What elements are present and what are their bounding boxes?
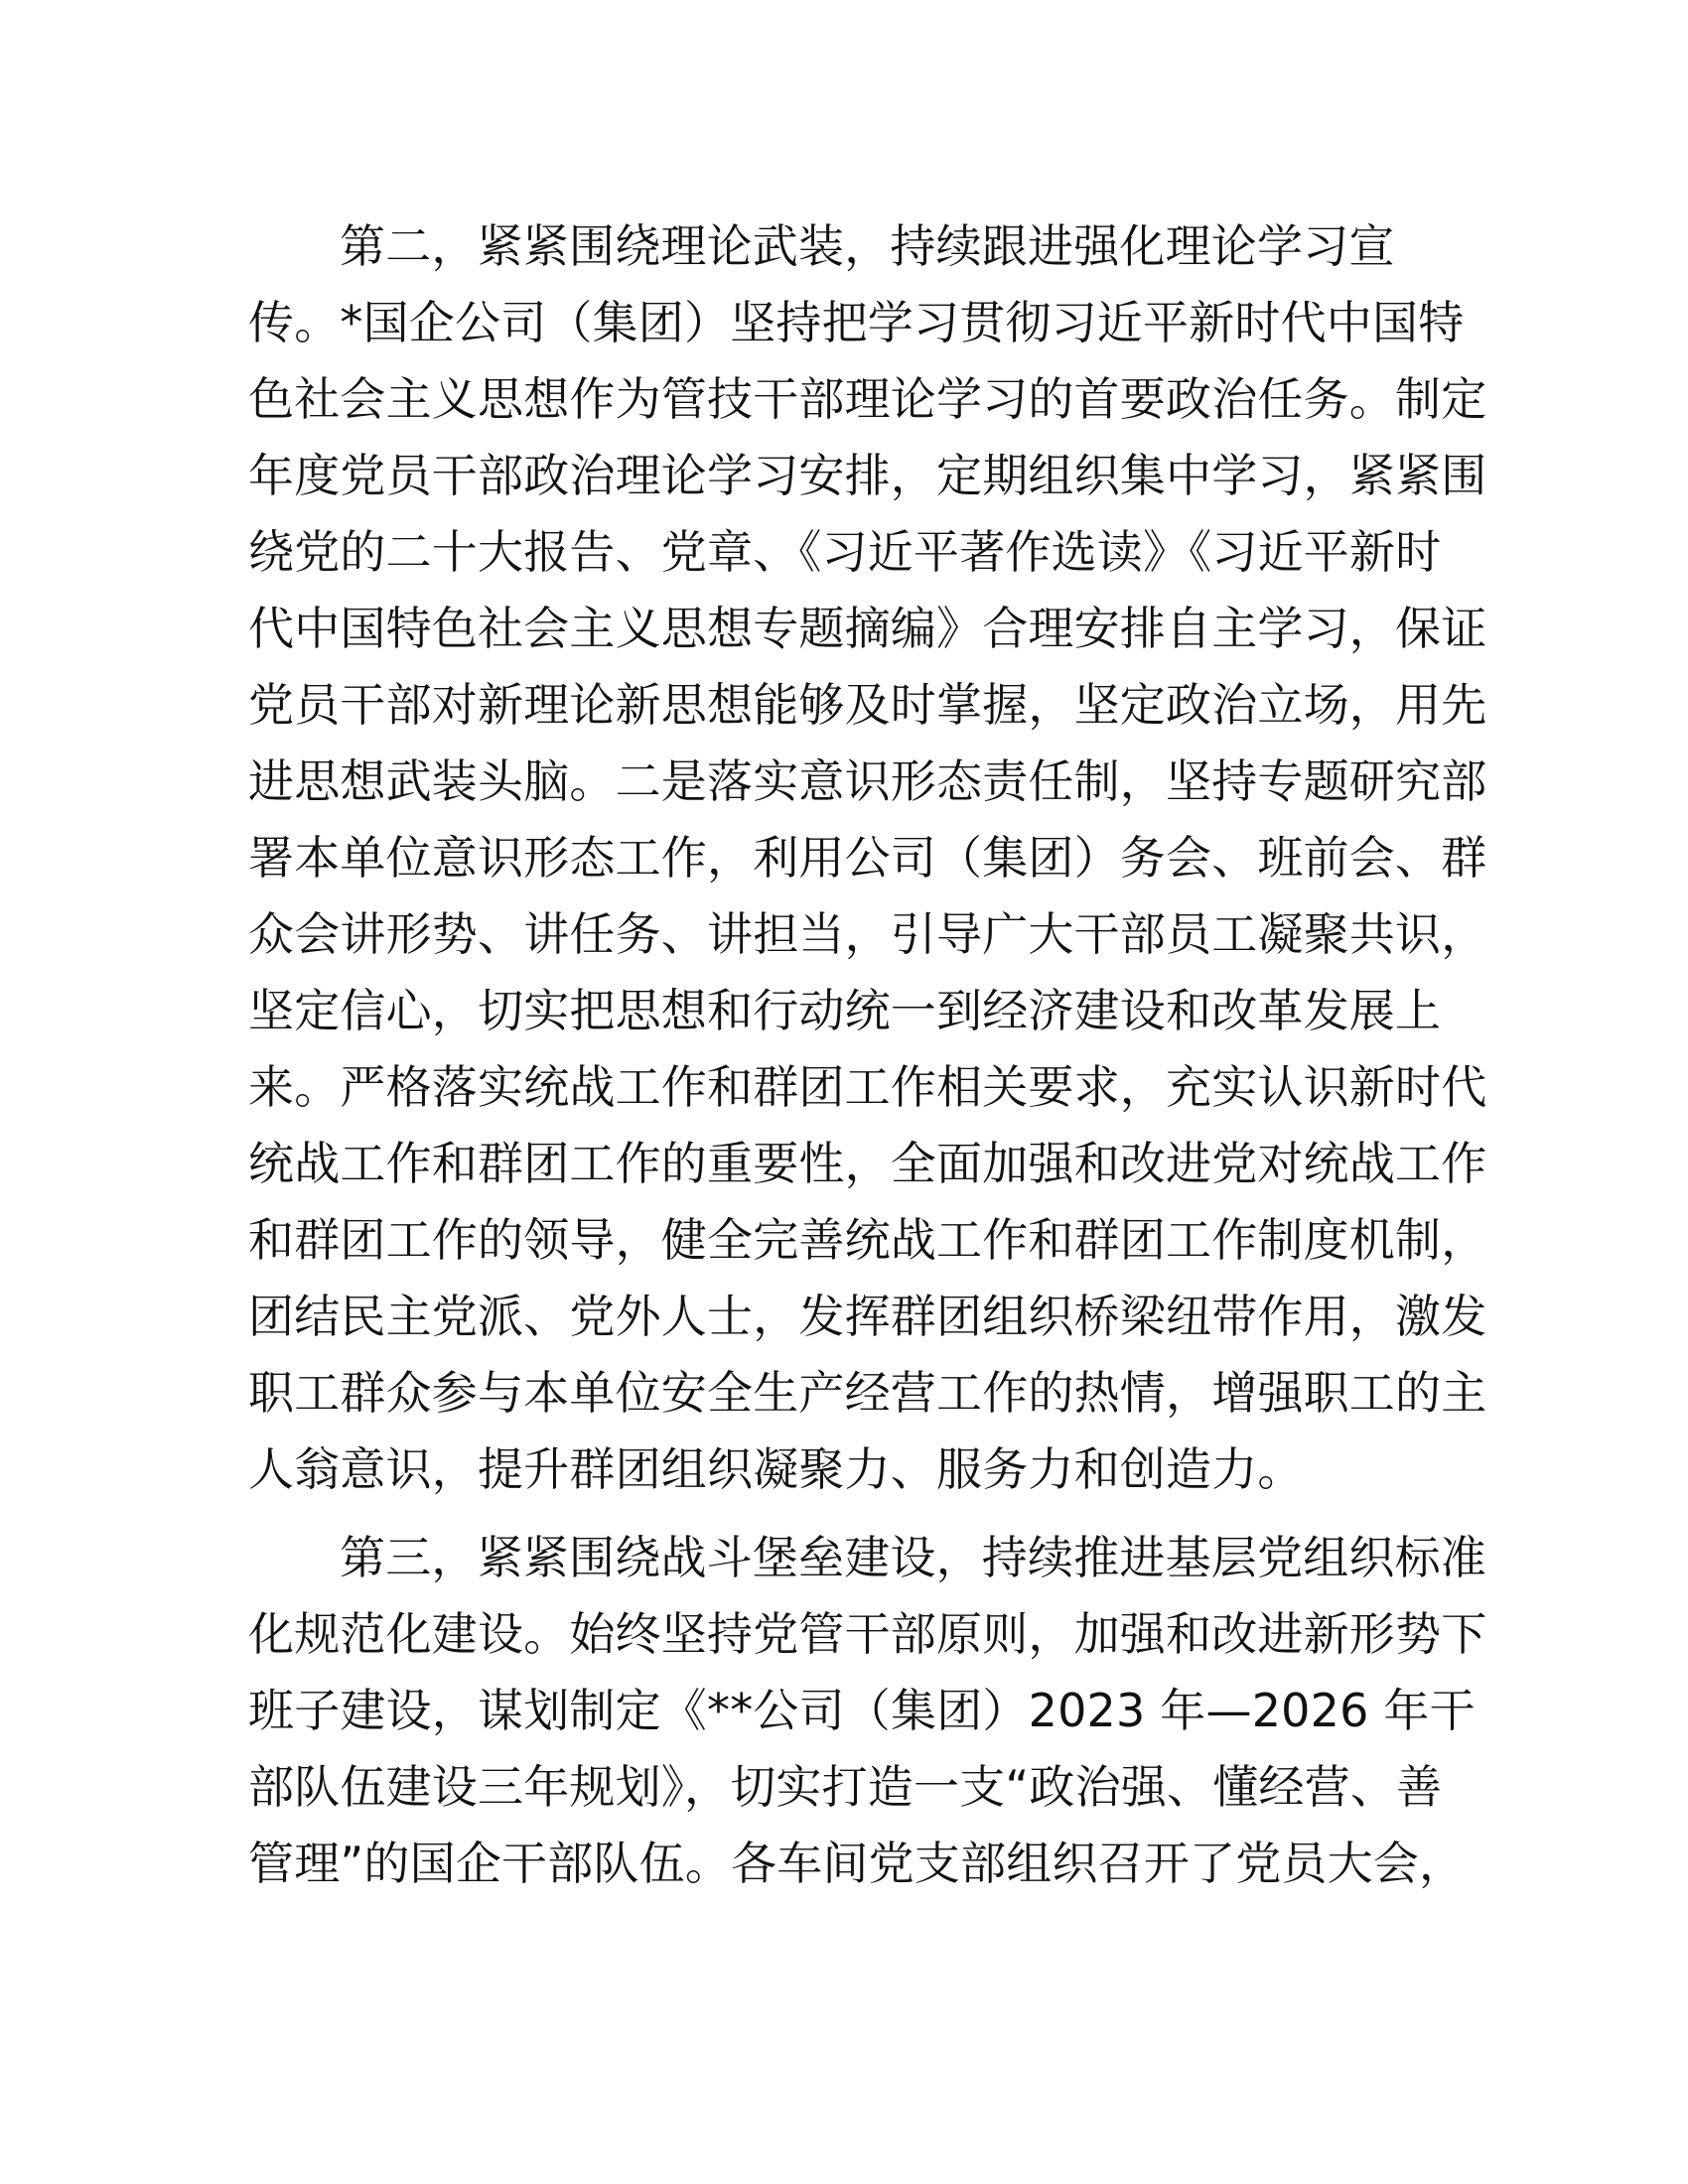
text-line: 第二，紧紧围绕理论武装，持续跟进强化理论学习宣 [340,219,1395,273]
text-line: 党员干部对新理论新思想能够及时掌握，坚定政治立场，用先 [248,678,1487,732]
text-line: 和群团工作的领导，健全完善统战工作和群团工作制度机制， [248,1213,1487,1267]
text-line: 坚定信心，切实把思想和行动统一到经济建设和改革发展上 [248,984,1442,1037]
text-line: 进思想武装头脑。二是落实意识形态责任制，坚持专题研究部 [248,754,1487,808]
text-line: 来。严格落实统战工作和群团工作相关要求，充实认识新时代 [248,1060,1487,1114]
text-line: 部队伍建设三年规划》，切实打造一支“政治强、懂经营、善 [248,1760,1443,1814]
text-line: 化规范化建设。始终坚持党管干部原则，加强和改进新形势下 [248,1607,1487,1661]
text-line: 人翁意识，提升群团组织凝聚力、服务力和创造力。 [248,1442,1304,1496]
body-text [248,208,1487,1902]
text-line: 年度党员干部政治理论学习安排，定期组织集中学习，紧紧围 [248,449,1487,502]
text-line: 第三，紧紧围绕战斗堡垒建设，持续推进基层党组织标准 [340,1531,1486,1584]
text-line: 统战工作和群团工作的重要性，全面加强和改进党对统战工作 [248,1137,1487,1190]
text-line: 绕党的二十大报告、党章、《习近平著作选读》《习近平新时 [248,525,1442,579]
text-line: 班子建设，谋划制定《**公司（集团）2023 年—2026 年干 [248,1684,1476,1737]
paragraph [248,1520,1487,1902]
text-line: 管理”的国企干部队伍。各车间党支部组织召开了党员大会， [248,1837,1466,1890]
text-line: 色社会主义思想作为管技干部理论学习的首要政治任务。制定 [248,372,1487,426]
text-line: 传。*国企公司（集团）坚持把学习贯彻习近平新时代中国特 [248,296,1465,349]
text-line: 众会讲形势、讲任务、讲担当，引导广大干部员工凝聚共识， [248,907,1487,961]
text-line: 署本单位意识形态工作，利用公司（集团）务会、班前会、群 [248,831,1487,885]
text-line: 职工群众参与本单位安全生产经营工作的热情，增强职工的主 [248,1366,1487,1420]
paragraph [248,208,1487,1508]
text-line: 团结民主党派、党外人士，发挥群团组织桥梁纽带作用，激发 [248,1290,1487,1343]
text-line: 代中国特色社会主义思想专题摘编》合理安排自主学习，保证 [248,602,1487,655]
